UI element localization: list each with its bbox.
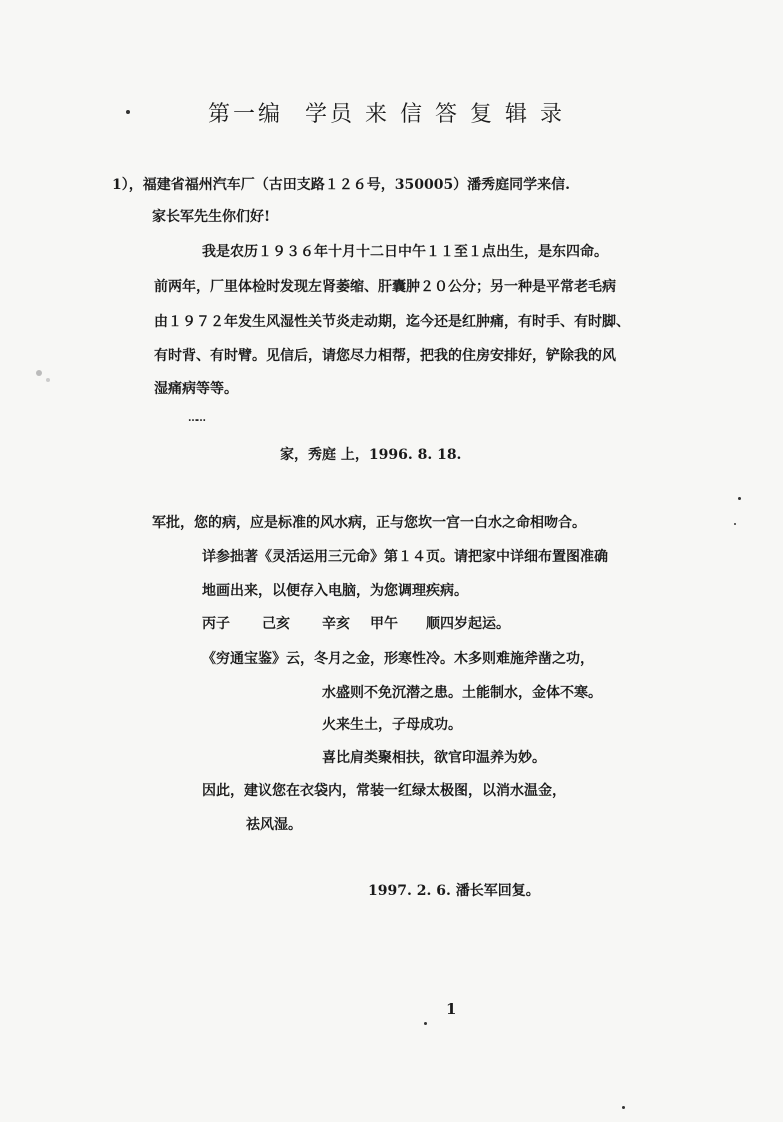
scan-speck bbox=[738, 497, 741, 500]
reply-signature: 1997. 2. 6. 潘长军回复。 bbox=[368, 883, 540, 899]
advice-line-1: 因此，建议您在衣袋内，常装一红绿太极图，以消水温金， bbox=[202, 783, 566, 799]
letter-signature: 家，秀庭 上，1996. 8. 18. bbox=[280, 447, 462, 463]
pillar-month: 己亥 bbox=[262, 616, 290, 632]
luck-start: 顺四岁起运。 bbox=[426, 616, 510, 632]
reply-line-1: 军批，您的病，应是标准的风水病，正与您坎一宫一白水之命相吻合。 bbox=[152, 515, 586, 531]
page-title bbox=[208, 100, 565, 130]
scan-speck bbox=[126, 110, 130, 114]
pillar-hour: 甲午 bbox=[370, 616, 398, 632]
scan-speck bbox=[424, 1022, 427, 1025]
scan-speck bbox=[734, 523, 736, 525]
reply-line-2: 详参拙著《灵活运用三元命》第１４页。请把家中详细布置图准确 bbox=[202, 549, 608, 565]
letter-paragraph-5: 湿痛病等等。 bbox=[154, 381, 238, 397]
reply-line-3: 地画出来，以便存入电脑，为您调理疾病。 bbox=[202, 583, 468, 599]
letter-paragraph-2: 前两年，厂里体检时发现左肾萎缩、肝囊肿２０公分；另一种是平常老毛病 bbox=[154, 279, 616, 295]
pillar-year: 丙子 bbox=[202, 616, 230, 632]
letter-salutation: 家长军先生你们好! bbox=[152, 209, 271, 225]
letter-header: 1），福建省福州汽车厂（古田支路１２６号，350005）潘秀庭同学来信. bbox=[112, 177, 571, 193]
scan-speck bbox=[622, 1106, 625, 1109]
letter-paragraph-4: 有时背、有时臂。见信后，请您尽力相帮，把我的住房安排好，铲除我的风 bbox=[154, 348, 616, 364]
title-part1: 第一编 bbox=[208, 102, 284, 127]
letter-paragraph-3: 由１９７２年发生风湿性关节炎走动期，迄今还是红肿痛，有时手、有时脚、 bbox=[154, 314, 630, 330]
letter-ellipsis: …… bbox=[188, 413, 204, 424]
advice-line-2: 祛风湿。 bbox=[246, 817, 302, 833]
quote-line-1: 《穷通宝鉴》云，冬月之金，形寒性冷。木多则难施斧凿之功， bbox=[202, 651, 594, 667]
bazi-pillars bbox=[202, 615, 510, 633]
page-number: 1 bbox=[446, 1000, 457, 1018]
letter-paragraph-1: 我是农历１９３６年十月十二日中午１１至１点出生，是东四命。 bbox=[202, 244, 608, 260]
quote-line-2: 水盛则不免沉潜之患。土能制水，金体不寒。 bbox=[322, 685, 602, 701]
pillar-day: 辛亥 bbox=[322, 616, 350, 632]
scan-speck bbox=[46, 378, 50, 382]
quote-line-3: 火来生土，子母成功。 bbox=[322, 717, 462, 733]
scan-speck bbox=[36, 370, 42, 376]
quote-line-4: 喜比肩类聚相扶，欲官印温养为妙。 bbox=[322, 750, 546, 766]
title-part2: 学员 来 信 答 复 辑 录 bbox=[305, 102, 565, 127]
